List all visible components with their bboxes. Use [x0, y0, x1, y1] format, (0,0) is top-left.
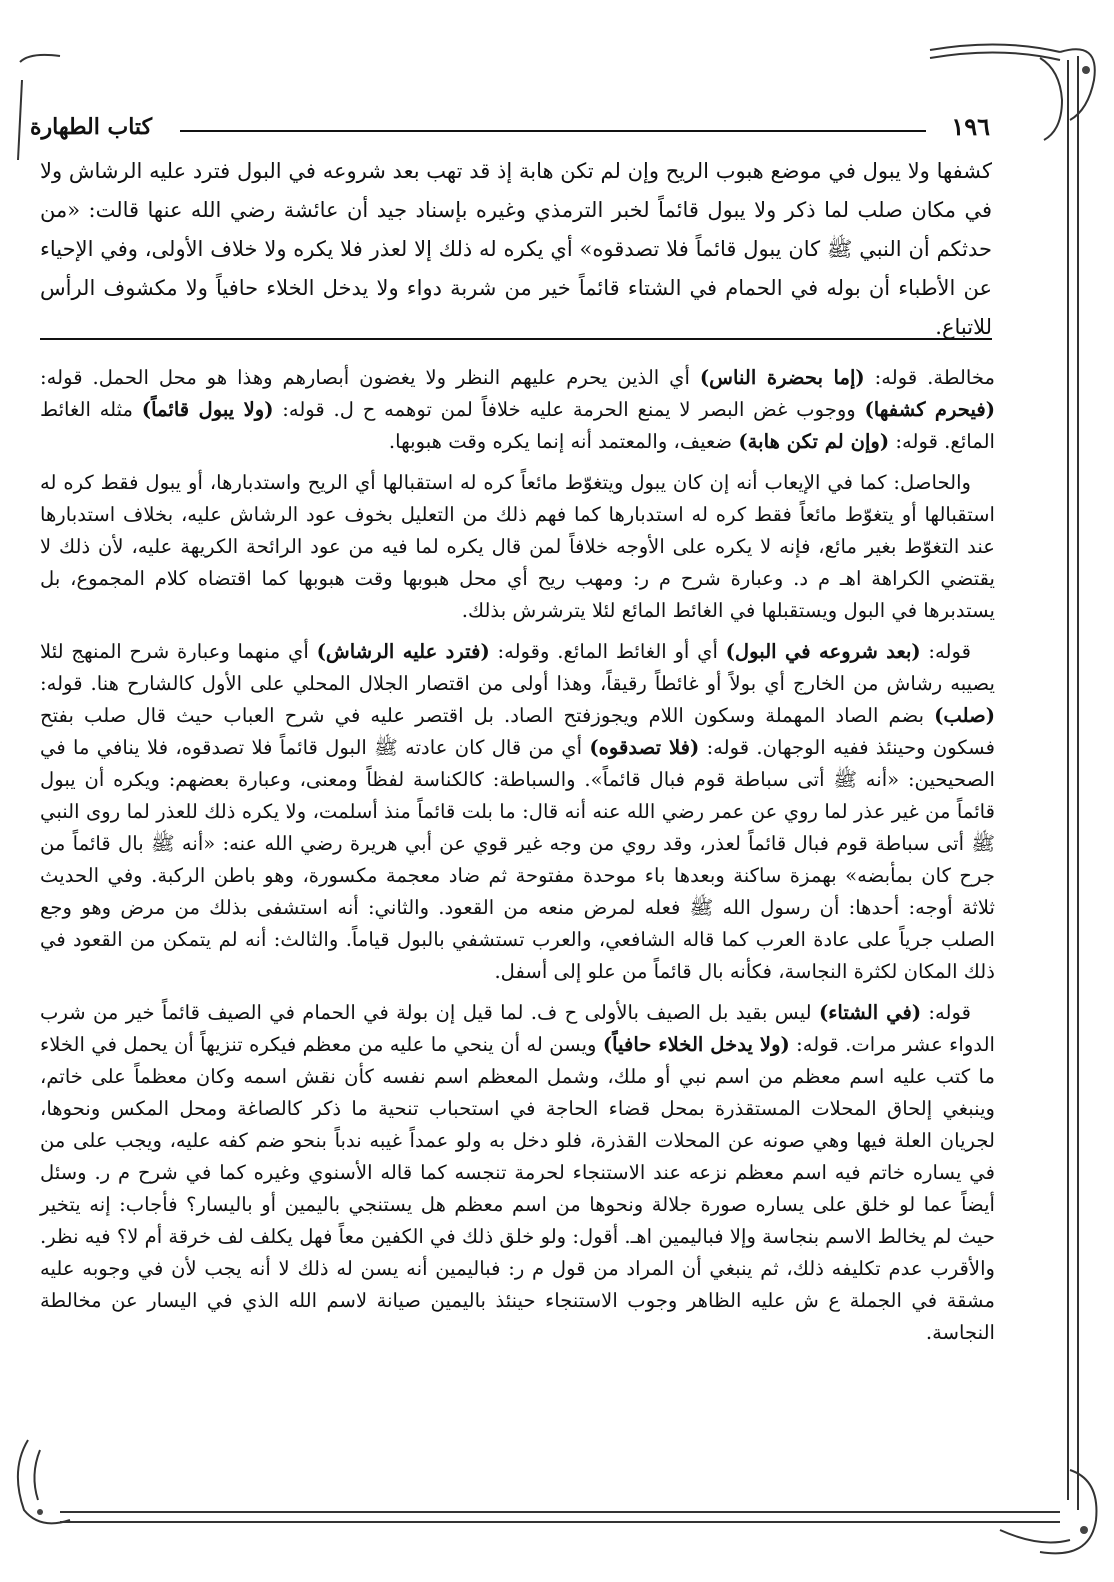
commentary-text: مثله الغائط المائع. قوله:	[40, 398, 995, 453]
commentary-text: مخالطة. قوله:	[864, 366, 995, 389]
quoted-phrase: (فيحرم كشفها)	[864, 398, 996, 421]
commentary-paragraph	[40, 636, 995, 988]
main-text-paragraph: كشفها ولا يبول في موضع هبوب الريح وإن لم تكن هابة إذ قد تهب بعد شروعه في البول فترد عليه الرشاش ولا في مكان صلب لما ذكر ولا يبول قائماً لخبر الترمذي وغيره بإسناد جيد أن عائشة رضي الله عنها قالت: «من حدثكم أن النبي ﷺ كان يبول قائماً فلا تصدقوه» أي يكره له ذلك إلا لعذر فلا يكره ولا خلاف الأولى، وفي الإحياء عن الأطباء أن بوله في الحمام في الشتاء قائماً خير من شربة دواء ولا يدخل الخلاء حافياً ولا مكشوف الرأس للاتباع.	[40, 159, 992, 339]
quoted-phrase: (وإن لم تكن هابة)	[738, 430, 890, 453]
commentary-text: قوله:	[921, 1001, 971, 1024]
commentary-text: ووجوب غض البصر لا يمنع الحرمة عليه خلافاً لمن توهمه ح ل. قوله:	[273, 398, 865, 421]
commentary-paragraph	[40, 362, 995, 458]
book-title: كتاب الطهارة	[30, 114, 153, 140]
quoted-phrase: (فلا تصدقوه)	[589, 736, 700, 759]
commentary-paragraph	[40, 467, 995, 627]
commentary-paragraph	[40, 997, 995, 1349]
quoted-phrase: (في الشتاء)	[818, 1001, 922, 1024]
commentary-text: والحاصل: كما في الإيعاب أنه إن كان يبول ويتغوّط مائعاً كره له استقبالها أي الريح واستدبارها، أو يبول فقط كره له استقبالها أو يتغوّط مائعاً فقط كره له استدبارها كما فهم ذلك من التعليل بخوف عود الرشاش عليه، بخلاف استدبارها عند التغوّط بغير مائع، فإنه لا يكره على الأوجه خلافاً لمن قال يكره لما فيه من عود الرائحة الكريهة عليه، لأن ذلك لا يقتضي الكراهة اهـ م د. وعبارة شرح م ر: ومهب ريح أي محل هبوبها وقت هبوبها كما اقتضاه كلام المجموع، بل يستدبرها في البول ويستقبلها في الغائط المائع لئلا يترشرش بذلك.	[40, 471, 995, 622]
main-text	[40, 152, 992, 347]
page-number: ١٩٦	[951, 112, 990, 141]
commentary-text: أي أو الغائط المائع. وقوله:	[489, 640, 726, 663]
commentary-text: بضم الصاد المهملة وسكون اللام ويجوزفتح الصاد. بل اقتصر عليه في شرح العباب حيث قال صلب بفتح فسكون وحينئذ ففيه الوجهان. قوله:	[40, 704, 995, 759]
commentary-text: أي من قال كان عادته ﷺ البول قائماً فلا تصدقوه، فلا ينافي ما في الصحيحين: «أنه ﷺ أتى سباطة قوم فبال قائماً». والسباطة: كالكناسة لفظاً ومعنى، وعبارة بعضهم: ويكره أن يبول قائماً من غير عذر لما روي عن عمر رضي الله عنه أنه قال: ما بلت قائماً منذ أسلمت، ولا يكره ذلك للعذر لما روى النبي ﷺ أتى سباطة قوم فبال قائماً لعذر، وقد روي من وجه غير قوي عن أبي هريرة رضي الله عنه: «أنه ﷺ بال قائماً من جرح كان بمأبضه» بهمزة ساكنة وبعدها باء موحدة مفتوحة ثم ضاد معجمة مكسورة، وهو باطن الركبة. وفي الحديث ثلاثة أوجه: أحدها: أن رسول الله ﷺ فعله لمرض منعه من القعود. والثاني: أنه استشفى بذلك من مرض وهو وجع الصلب جرياً على عادة العرب كما قاله الشافعي، والعرب تستشفي بالبول قياماً. والثالث: أنه لم يتمكن من القعود في ذلك المكان لكثرة النجاسة، فكأنه بال قائماً من علو إلى أسفل.	[40, 736, 995, 983]
quoted-phrase: (ولا يبول قائماً)	[141, 398, 274, 421]
commentary-text: قوله:	[920, 640, 972, 663]
quoted-phrase: (إما بحضرة الناس)	[699, 366, 865, 389]
commentary-text: أي الذين يحرم عليهم النظر ولا يغضون أبصارهم وهذا هو محل الحمل. قوله:	[40, 366, 700, 389]
page-header	[30, 112, 990, 146]
quoted-phrase: (فترد عليه الرشاش)	[316, 640, 490, 663]
quoted-phrase: (صلب)	[934, 704, 995, 727]
quoted-phrase: (ولا يدخل الخلاء حافياً)	[602, 1033, 790, 1056]
commentary-text: أي منهما وعبارة شرح المنهج لئلا يصيبه رشاش من الخارج أي بولاً أو غائطاً رقيقاً، وهذا أولى من اقتصار الجلال المحلي على الأول كالشارح هنا. قوله:	[40, 640, 995, 695]
commentary-text: ليس بقيد بل الصيف بالأولى ح ف. لما قيل إن بولة في الحمام في الصيف قائماً خير من شرب الدواء عشر مرات. قوله:	[40, 1001, 996, 1056]
separator-rule	[40, 338, 992, 340]
header-rule	[180, 130, 926, 132]
commentary-text: ضعيف، والمعتمد أنه إنما يكره وقت هبوبها.	[388, 430, 739, 453]
commentary	[40, 362, 995, 1358]
quoted-phrase: (بعد شروعه في البول)	[725, 640, 921, 663]
commentary-text: ويسن له أن ينحي ما عليه من معظم فيكره تنزيهاً أن يحمل في الخلاء ما كتب عليه اسم معظم من اسم نبي أو ملك، وشمل المعظم اسم نفسه كأن نقش اسمه وكان معظماً على خاتم، وينبغي إلحاق المحلات المستقذرة بمحل قضاء الحاجة في استحباب تنحية ما ذكر كالصاغة ومحل المكس ونحوها، لجريان العلة فيها وهي صونه عن المحلات القذرة، فلو دخل به ولو عمداً غيبه ندباً بنحو ضم كفه عليه، ويجب على من في يساره خاتم فيه اسم معظم نزعه عند الاستنجاء لحرمة تنجسه كما قاله الأسنوي وغيره كما في شرح م ر. وسئل أيضاً عما لو خلق على يساره صورة جلالة ونحوها من اسم معظم هل يستنجي باليمين أو باليسار؟ فأجاب: إنه يتخير حيث لم يخالط الاسم بنجاسة وإلا فباليمين اهـ. أقول: ولو خلق ذلك في الكفين معاً فهل يكلف لف خرقة أم لا؟ فيه نظر. والأقرب عدم تكليفه ذلك، ثم ينبغي أن المراد من قول م ر: فباليمين أنه يسن له ذلك لا أنه يجب لأن في وجوبه عليه مشقة في الجملة ع ش عليه الظاهر وجوب الاستنجاء حينئذ باليمين صيانة لاسم الله الذي في اليسار عن مخالطة النجاسة.	[40, 1033, 995, 1344]
